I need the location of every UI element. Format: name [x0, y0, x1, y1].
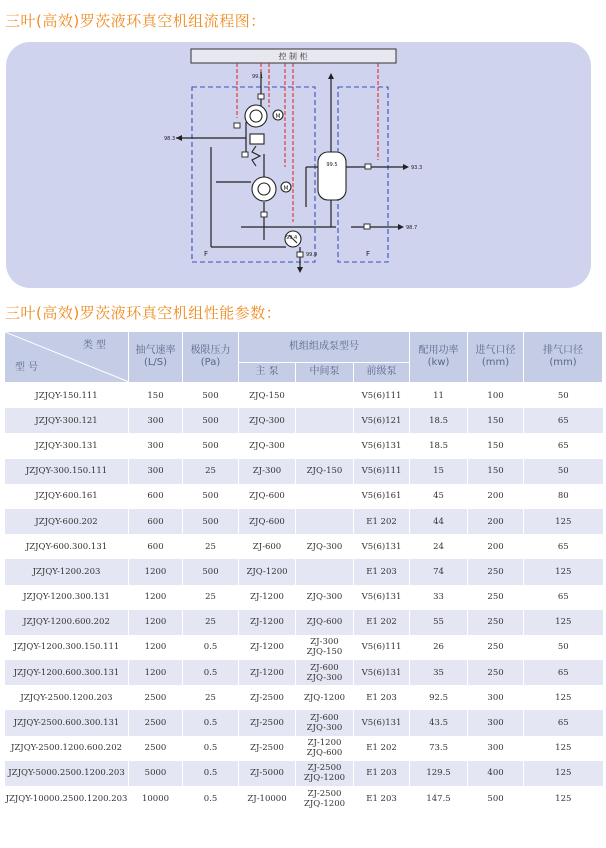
- cell-speed: 1200: [129, 660, 183, 685]
- cell-middle: ZJ-600 ZJQ-300: [296, 660, 354, 685]
- cell-middle: ZJQ-1200: [296, 685, 354, 710]
- table-row: [5, 685, 603, 710]
- cell-middle: ZJQ-150: [296, 459, 354, 484]
- cell-model: JZJQY-2500.1200.600.202: [5, 736, 129, 761]
- cell-middle: ZJ-2500 ZJQ-1200: [296, 761, 354, 786]
- cell-main: ZJ-600: [239, 534, 296, 559]
- cell-power: 147.5: [410, 786, 468, 811]
- cell-model: JZJQY-300.150.111: [5, 459, 129, 484]
- ground-symbol-left: F: [204, 250, 209, 258]
- cell-exhaust: 50: [524, 635, 603, 660]
- cell-power: 55: [410, 610, 468, 635]
- cell-pressure: 0.5: [183, 660, 239, 685]
- cell-main: ZJQ-600: [239, 484, 296, 509]
- drain-tag: 98.7: [406, 225, 418, 231]
- cell-pressure: 0.5: [183, 786, 239, 811]
- table-row: [5, 610, 603, 635]
- cell-main: ZJ-1200: [239, 660, 296, 685]
- cell-pressure: 500: [183, 433, 239, 458]
- control-cabinet-label: 控 制 柜: [278, 52, 308, 61]
- cell-inlet: 250: [468, 635, 524, 660]
- cell-pressure: 25: [183, 459, 239, 484]
- cell-power: 45: [410, 484, 468, 509]
- separator-tank: [318, 152, 346, 200]
- cell-inlet: 300: [468, 685, 524, 710]
- cell-fore: V5(6)111: [354, 383, 410, 409]
- cell-power: 35: [410, 660, 468, 685]
- cell-main: ZJQ-1200: [239, 559, 296, 584]
- cell-middle: [296, 509, 354, 534]
- cell-model: JZJQY-300.131: [5, 433, 129, 458]
- cell-power: 11: [410, 383, 468, 409]
- cell-pressure: 25: [183, 685, 239, 710]
- type-model-header: [5, 332, 129, 383]
- flow-diagram-panel: [6, 42, 591, 288]
- cell-speed: 600: [129, 509, 183, 534]
- cell-main: ZJ-2500: [239, 710, 296, 735]
- cell-speed: 150: [129, 383, 183, 409]
- flow-diagram: [6, 42, 591, 288]
- cell-inlet: 150: [468, 459, 524, 484]
- table-row: [5, 736, 603, 761]
- cell-exhaust: 65: [524, 660, 603, 685]
- cell-middle: [296, 559, 354, 584]
- cell-middle: ZJQ-600: [296, 610, 354, 635]
- cell-speed: 1200: [129, 585, 183, 610]
- table-row: [5, 408, 603, 433]
- cell-exhaust: 125: [524, 509, 603, 534]
- cell-inlet: 150: [468, 408, 524, 433]
- tank-label: 99.5: [326, 162, 338, 168]
- cell-middle: [296, 433, 354, 458]
- cell-middle: [296, 484, 354, 509]
- cell-main: ZJ-2500: [239, 685, 296, 710]
- cell-power: 44: [410, 509, 468, 534]
- cell-power: 18.5: [410, 433, 468, 458]
- cell-fore: E1 203: [354, 786, 410, 811]
- cell-fore: E1 202: [354, 610, 410, 635]
- cell-model: JZJQY-10000.2500.1200.203: [5, 786, 129, 811]
- cell-model: JZJQY-600.300.131: [5, 534, 129, 559]
- flow-chart-heading: 三叶(高效)罗茨液环真空机组流程图：: [5, 12, 266, 30]
- cell-main: ZJ-10000: [239, 786, 296, 811]
- cell-inlet: 250: [468, 660, 524, 685]
- group-header: 机组组成泵型号: [239, 332, 410, 363]
- cell-fore: V5(6)111: [354, 459, 410, 484]
- cell-main: ZJ-5000: [239, 761, 296, 786]
- cell-model: JZJQY-1200.300.131: [5, 585, 129, 610]
- cell-fore: V5(6)131: [354, 433, 410, 458]
- cell-exhaust: 50: [524, 459, 603, 484]
- cell-exhaust: 65: [524, 408, 603, 433]
- cell-pressure: 0.5: [183, 635, 239, 660]
- params-heading: 三叶(高效)罗茨液环真空机组性能参数：: [5, 304, 282, 322]
- cell-power: 18.5: [410, 408, 468, 433]
- cell-speed: 2500: [129, 736, 183, 761]
- cell-speed: 1200: [129, 635, 183, 660]
- cell-main: ZJ-300: [239, 459, 296, 484]
- cell-exhaust: 65: [524, 433, 603, 458]
- cell-inlet: 200: [468, 509, 524, 534]
- cell-main: ZJ-2500: [239, 736, 296, 761]
- cell-exhaust: 125: [524, 736, 603, 761]
- cell-main: ZJ-1200: [239, 585, 296, 610]
- cell-fore: V5(6)131: [354, 534, 410, 559]
- type-header: 类 型: [82, 340, 106, 351]
- cell-fore: E1 203: [354, 685, 410, 710]
- cell-middle: [296, 408, 354, 433]
- cell-pressure: 500: [183, 509, 239, 534]
- cell-exhaust: 80: [524, 484, 603, 509]
- inlet-tag: 98.3: [164, 136, 176, 142]
- cell-fore: V5(6)131: [354, 660, 410, 685]
- cell-fore: V5(6)131: [354, 710, 410, 735]
- cell-model: JZJQY-1200.300.150.111: [5, 635, 129, 660]
- cell-exhaust: 65: [524, 585, 603, 610]
- cell-main: ZJ-1200: [239, 635, 296, 660]
- cell-pressure: 25: [183, 585, 239, 610]
- cell-exhaust: 125: [524, 559, 603, 584]
- cell-model: JZJQY-1200.203: [5, 559, 129, 584]
- cell-model: JZJQY-2500.1200.203: [5, 685, 129, 710]
- cell-power: 74: [410, 559, 468, 584]
- cell-speed: 300: [129, 433, 183, 458]
- cell-inlet: 250: [468, 585, 524, 610]
- cell-power: 129.5: [410, 761, 468, 786]
- cell-pressure: 500: [183, 484, 239, 509]
- cell-model: JZJQY-2500.600.300.131: [5, 710, 129, 735]
- cell-exhaust: 50: [524, 383, 603, 409]
- top-valve-tag: 99.1: [252, 74, 264, 80]
- table-row: [5, 534, 603, 559]
- ground-symbol-right: F: [366, 250, 371, 258]
- inlet-header: 进气口径 (mm): [468, 332, 524, 383]
- cell-middle: ZJ-300 ZJQ-150: [296, 635, 354, 660]
- cell-main: ZJQ-300: [239, 433, 296, 458]
- exhaust-header: 排气口径 (mm): [524, 332, 603, 383]
- cell-inlet: 200: [468, 484, 524, 509]
- cell-inlet: 500: [468, 786, 524, 811]
- performance-table: [4, 331, 603, 811]
- cell-model: JZJQY-150.111: [5, 383, 129, 409]
- cell-main: ZJQ-600: [239, 509, 296, 534]
- cell-pressure: 25: [183, 610, 239, 635]
- cell-speed: 2500: [129, 710, 183, 735]
- cell-speed: 600: [129, 484, 183, 509]
- table-row: [5, 761, 603, 786]
- table-row: [5, 459, 603, 484]
- cell-fore: E1 202: [354, 509, 410, 534]
- cell-pressure: 0.5: [183, 710, 239, 735]
- table-row: [5, 710, 603, 735]
- cell-fore: V5(6)121: [354, 408, 410, 433]
- cell-pressure: 500: [183, 559, 239, 584]
- outlet-tag: 93.3: [411, 165, 423, 171]
- cell-exhaust: 125: [524, 761, 603, 786]
- table-row: [5, 585, 603, 610]
- table-row: [5, 559, 603, 584]
- cell-power: 24: [410, 534, 468, 559]
- cell-exhaust: 65: [524, 534, 603, 559]
- table-row: [5, 635, 603, 660]
- cell-middle: ZJQ-300: [296, 585, 354, 610]
- cell-middle: [296, 383, 354, 409]
- bottom-tag: 99.9: [306, 252, 318, 258]
- fore-pump-header: 前级泵: [354, 362, 410, 382]
- middle-pump-header: 中间泵: [296, 362, 354, 382]
- cell-pressure: 25: [183, 534, 239, 559]
- cell-main: ZJ-1200: [239, 610, 296, 635]
- cell-speed: 5000: [129, 761, 183, 786]
- table-row: [5, 509, 603, 534]
- cell-main: ZJQ-300: [239, 408, 296, 433]
- pressure-header: 极限压力 (Pa): [183, 332, 239, 383]
- cell-model: JZJQY-600.202: [5, 509, 129, 534]
- cell-pressure: 500: [183, 408, 239, 433]
- cell-power: 26: [410, 635, 468, 660]
- cell-speed: 10000: [129, 786, 183, 811]
- cell-fore: E1 202: [354, 736, 410, 761]
- cell-power: 15: [410, 459, 468, 484]
- cell-speed: 300: [129, 408, 183, 433]
- cell-power: 73.5: [410, 736, 468, 761]
- table-row: [5, 660, 603, 685]
- motor-label-lower: M: [283, 185, 289, 192]
- main-pump-header: 主 泵: [239, 362, 296, 382]
- table-row: [5, 786, 603, 811]
- cell-inlet: 200: [468, 534, 524, 559]
- motor-label-upper: M: [275, 113, 281, 120]
- table-body: [5, 383, 603, 812]
- cell-inlet: 250: [468, 610, 524, 635]
- cell-main: ZJQ-150: [239, 383, 296, 409]
- table-row: [5, 484, 603, 509]
- cell-exhaust: 125: [524, 786, 603, 811]
- cell-speed: 600: [129, 534, 183, 559]
- cell-speed: 1200: [129, 559, 183, 584]
- cell-fore: V5(6)111: [354, 635, 410, 660]
- cell-model: JZJQY-5000.2500.1200.203: [5, 761, 129, 786]
- cell-speed: 1200: [129, 610, 183, 635]
- cell-pressure: 0.5: [183, 761, 239, 786]
- cell-inlet: 100: [468, 383, 524, 409]
- cell-power: 33: [410, 585, 468, 610]
- cell-exhaust: 125: [524, 685, 603, 710]
- cell-middle: ZJ-2500 ZJQ-1200: [296, 786, 354, 811]
- cell-middle: ZJQ-300: [296, 534, 354, 559]
- cell-middle: ZJ-1200 ZJQ-600: [296, 736, 354, 761]
- cell-exhaust: 65: [524, 710, 603, 735]
- heat-exchanger: [250, 134, 264, 166]
- cell-middle: ZJ-600 ZJQ-300: [296, 710, 354, 735]
- exchanger-tag: 99.4: [286, 235, 298, 241]
- cell-inlet: 400: [468, 761, 524, 786]
- power-header: 配用功率 (kw): [410, 332, 468, 383]
- cell-speed: 300: [129, 459, 183, 484]
- cell-inlet: 300: [468, 736, 524, 761]
- table-row: [5, 383, 603, 409]
- cell-power: 43.5: [410, 710, 468, 735]
- cell-fore: E1 203: [354, 761, 410, 786]
- cell-inlet: 250: [468, 559, 524, 584]
- table-row: [5, 433, 603, 458]
- cell-model: JZJQY-600.161: [5, 484, 129, 509]
- cell-fore: V5(6)161: [354, 484, 410, 509]
- cell-power: 92.5: [410, 685, 468, 710]
- cell-inlet: 300: [468, 710, 524, 735]
- cell-fore: E1 203: [354, 559, 410, 584]
- cell-pressure: 500: [183, 383, 239, 409]
- cell-exhaust: 125: [524, 610, 603, 635]
- cell-model: JZJQY-1200.600.202: [5, 610, 129, 635]
- model-header: 型 号: [15, 362, 39, 373]
- speed-header: 抽气速率 (L/S): [129, 332, 183, 383]
- cell-speed: 2500: [129, 685, 183, 710]
- cell-fore: V5(6)131: [354, 585, 410, 610]
- cell-pressure: 0.5: [183, 736, 239, 761]
- cell-model: JZJQY-300.121: [5, 408, 129, 433]
- cell-model: JZJQY-1200.600.300.131: [5, 660, 129, 685]
- cell-inlet: 150: [468, 433, 524, 458]
